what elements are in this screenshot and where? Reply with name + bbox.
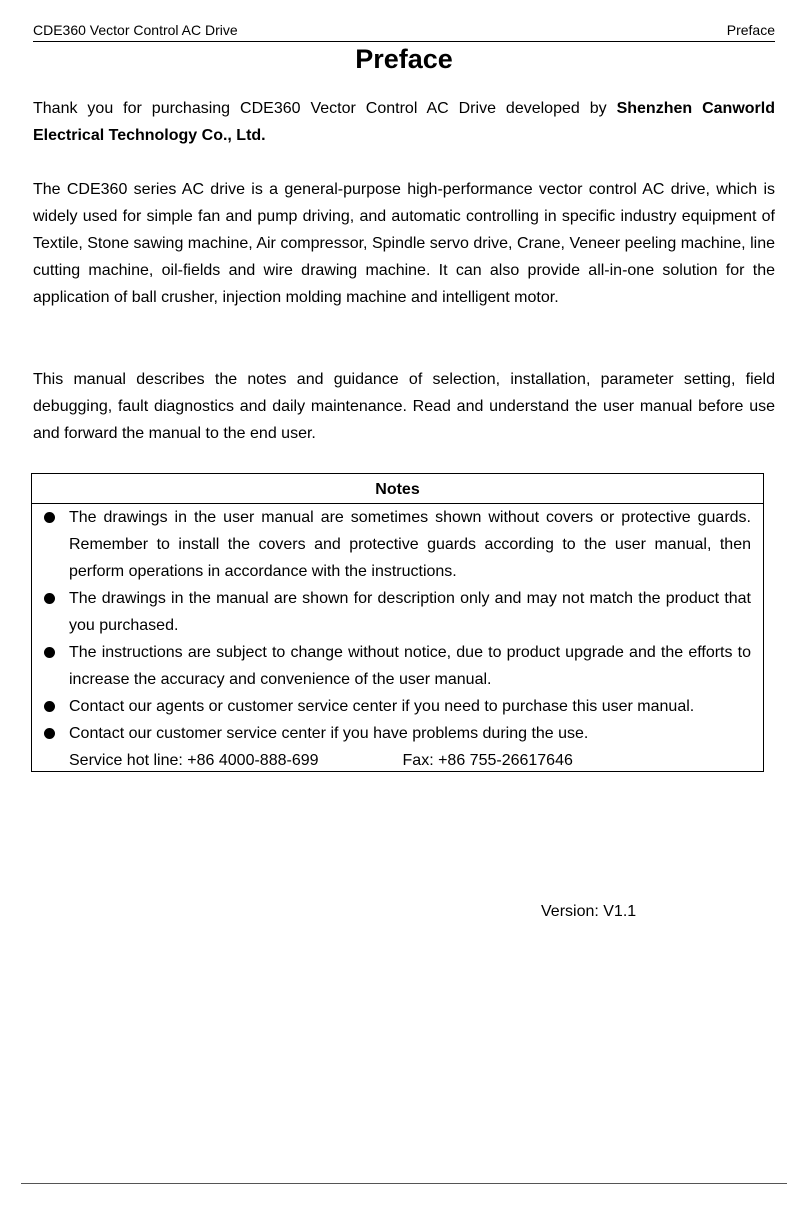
bullet-icon <box>44 647 55 658</box>
company-name: Shenzhen Canworld Electrical Technology Co., Ltd. <box>33 100 775 144</box>
page-title: Preface <box>355 44 453 74</box>
note-text: The instructions are subject to change without notice, due to product upgrade and the efforts to increase the accuracy and convenience of the user manual. <box>69 644 751 688</box>
contact-line <box>69 747 751 774</box>
note-text: Contact our agents or customer service center if you need to purchase this user manual. <box>69 698 695 715</box>
intro-paragraph <box>33 95 775 149</box>
header-doc-title: CDE360 Vector Control AC Drive <box>33 22 238 38</box>
service-hotline: Service hot line: +86 4000-888-699 <box>69 752 319 769</box>
note-text: Contact our customer service center if you have problems during the use. <box>69 725 589 742</box>
note-text: The drawings in the user manual are sometimes shown without covers or protective guards. Remember to install the covers and protective guards according to the user manual, then perform operations in accordance with the instructions. <box>69 509 751 580</box>
note-item <box>32 639 763 693</box>
manual-scope-paragraph: This manual describes the notes and guidance of selection, installation, parameter setting, field debugging, fault diagnostics and daily maintenance. Read and understand the user manual before use and forward the manual to the end user. <box>33 371 775 442</box>
note-item <box>32 720 763 774</box>
running-header <box>33 21 775 42</box>
note-item <box>32 504 763 585</box>
bullet-icon <box>44 593 55 604</box>
bullet-icon <box>44 512 55 523</box>
note-text: The drawings in the manual are shown for description only and may not match the product that you purchased. <box>69 590 751 634</box>
footer-rule <box>21 1183 787 1184</box>
note-item <box>32 693 763 720</box>
intro-lead-text: Thank you for purchasing CDE360 Vector Control AC Drive developed by <box>33 100 617 117</box>
header-section-name: Preface <box>726 22 775 38</box>
description-paragraph: The CDE360 series AC drive is a general-purpose high-performance vector control AC drive, which is widely used for simple fan and pump driving, and automatic controlling in specific industry equipment of Textile, Stone sawing machine, Air compressor, Spindle servo drive, Crane, Veneer peeling machine, line cutting machine, oil-fields and wire drawing machine. It can also provide all-in-one solution for the application of ball crusher, injection molding machine and intelligent motor. <box>33 181 775 306</box>
note-item <box>32 585 763 639</box>
version-label: Version: V1.1 <box>541 903 637 920</box>
notes-title: Notes <box>32 474 763 504</box>
notes-box <box>31 473 764 772</box>
notes-list <box>32 504 763 774</box>
bullet-icon <box>44 728 55 739</box>
fax-number: Fax: +86 755-26617646 <box>402 752 573 769</box>
bullet-icon <box>44 701 55 712</box>
